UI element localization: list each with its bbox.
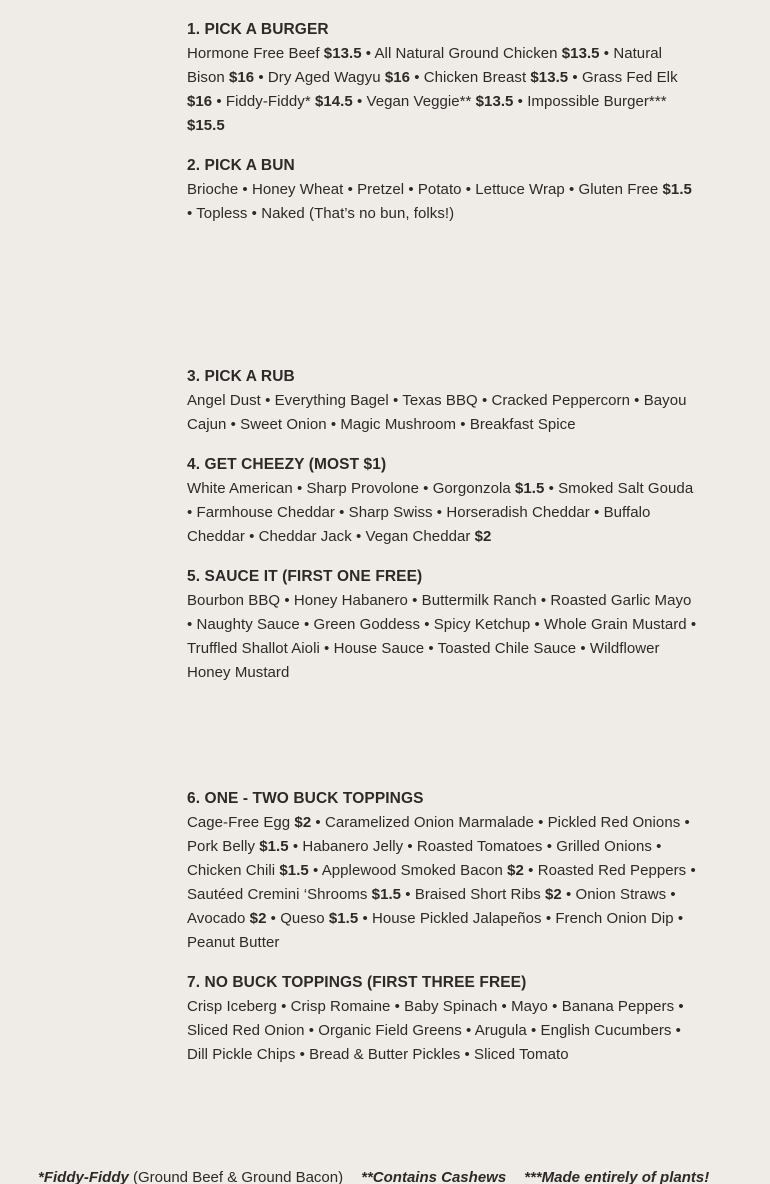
footnote-fiddy-fiddy: *Fiddy-Fiddy bbox=[38, 1169, 129, 1184]
item-price: $15.5 bbox=[187, 117, 225, 134]
item-text: Cage-Free Egg bbox=[187, 814, 295, 831]
item-text: • Fiddy-Fiddy* bbox=[212, 93, 315, 110]
section-heading: 6. ONE - TWO BUCK TOPPINGS bbox=[187, 790, 424, 807]
section-heading: 2. PICK A BUN bbox=[187, 157, 295, 174]
item-text: • House Pickled Jalapeños • French Onion Dip • Peanut Butter bbox=[187, 910, 684, 951]
item-text: • Onion Straws • Avocado bbox=[187, 886, 676, 927]
item-text: • Impossible Burger*** bbox=[513, 93, 667, 110]
item-text: • Caramelized Onion Marmalade • Pickled Red Onions • Pork Belly bbox=[187, 814, 690, 855]
item-price: $16 bbox=[187, 93, 213, 110]
item-text: • Natural Bison bbox=[187, 45, 663, 86]
footnote-plants: ***Made entirely of plants! bbox=[524, 1169, 710, 1184]
item-price: $13.5 bbox=[561, 45, 600, 62]
item-text: • Chicken Breast bbox=[410, 69, 531, 86]
item-price: $16 bbox=[229, 69, 255, 86]
item-text: Brioche • Honey Wheat • Pretzel • Potato • Lettuce Wrap • Gluten Free bbox=[187, 181, 663, 198]
item-text: • Dry Aged Wagyu bbox=[254, 69, 385, 86]
section-heading: 1. PICK A BURGER bbox=[187, 21, 329, 38]
item-text: Angel Dust • Everything Bagel • Texas BBQ • Cracked Peppercorn • Bayou Cajun • Sweet Onion • Magic Mushroom • Breakfast Spice bbox=[187, 392, 687, 433]
menu-section bbox=[187, 453, 697, 549]
footnote-fiddy-fiddy-desc: (Ground Beef & Ground Bacon) bbox=[128, 1169, 344, 1184]
item-text: • Grass Fed Elk bbox=[568, 69, 678, 86]
item-text: • Topless • Naked (That’s no bun, folks!) bbox=[187, 205, 455, 222]
item-price: $1.5 bbox=[371, 886, 402, 903]
item-price: $1.5 bbox=[259, 838, 289, 855]
section-items bbox=[187, 389, 697, 437]
item-text: Bourbon BBQ • Honey Habanero • Buttermilk Ranch • Roasted Garlic Mayo • Naughty Sauce • Green Goddess • Spicy Ketchup • Whole Grain Mustard • Truffled Shallot Aioli • House Sauce • Toasted Chile Sauce • Wildflower Honey Mustard bbox=[187, 592, 697, 681]
footnote-cashews: **Contains Cashews bbox=[361, 1169, 507, 1184]
item-price: $1.5 bbox=[514, 480, 545, 497]
item-price: $16 bbox=[384, 69, 411, 86]
item-price: $1.5 bbox=[279, 862, 309, 879]
section-heading: 4. GET CHEEZY (MOST $1) bbox=[187, 456, 387, 473]
section-items bbox=[187, 42, 697, 138]
item-text: Hormone Free Beef bbox=[187, 45, 324, 62]
item-price: $2 bbox=[545, 886, 562, 903]
item-price: $2 bbox=[474, 528, 492, 545]
item-price: $1.5 bbox=[328, 910, 359, 927]
item-text: • Vegan Veggie** bbox=[352, 93, 476, 110]
footnotes bbox=[38, 1168, 758, 1184]
item-text: • Applewood Smoked Bacon bbox=[308, 862, 508, 879]
item-text: • Braised Short Ribs bbox=[401, 886, 545, 903]
section-heading: 7. NO BUCK TOPPINGS (FIRST THREE FREE) bbox=[187, 974, 527, 991]
item-price: $2 bbox=[294, 814, 312, 831]
section-items bbox=[187, 477, 697, 549]
section-heading: 3. PICK A RUB bbox=[187, 368, 295, 385]
menu-section bbox=[187, 787, 697, 955]
item-text: • Queso bbox=[266, 910, 329, 927]
section-items bbox=[187, 995, 697, 1067]
item-price: $13.5 bbox=[323, 45, 362, 62]
item-price: $13.5 bbox=[530, 69, 569, 86]
item-price: $13.5 bbox=[475, 93, 514, 110]
menu-section bbox=[187, 365, 697, 437]
section-items bbox=[187, 589, 697, 685]
menu-section bbox=[187, 971, 697, 1067]
menu-section bbox=[187, 18, 697, 138]
item-price: $2 bbox=[507, 862, 524, 879]
item-text: • Habanero Jelly • Roasted Tomatoes • Grilled Onions • Chicken Chili bbox=[187, 838, 662, 879]
menu-section bbox=[187, 565, 697, 685]
item-text: White American • Sharp Provolone • Gorgonzola bbox=[187, 480, 515, 497]
section-items bbox=[187, 178, 697, 226]
item-text: • Roasted Red Peppers • Sautéed Cremini ‘Shrooms bbox=[187, 862, 696, 903]
section-heading: 5. SAUCE IT (FIRST ONE FREE) bbox=[187, 568, 423, 585]
item-price: $1.5 bbox=[662, 181, 692, 198]
item-text: • All Natural Ground Chicken bbox=[361, 45, 562, 62]
item-text: Crisp Iceberg • Crisp Romaine • Baby Spinach • Mayo • Banana Peppers • Sliced Red Onion • Organic Field Greens • Arugula • English Cucumbers • Dill Pickle Chips • Bread & Butter Pickles • Sliced Tomato bbox=[187, 998, 684, 1063]
item-price: $14.5 bbox=[314, 93, 353, 110]
item-text: • Smoked Salt Gouda • Farmhouse Cheddar • Sharp Swiss • Horseradish Cheddar • Buffalo Cheddar • Cheddar Jack • Vegan Cheddar bbox=[187, 480, 694, 545]
section-items bbox=[187, 811, 697, 955]
menu-section bbox=[187, 154, 697, 226]
item-price: $2 bbox=[249, 910, 267, 927]
